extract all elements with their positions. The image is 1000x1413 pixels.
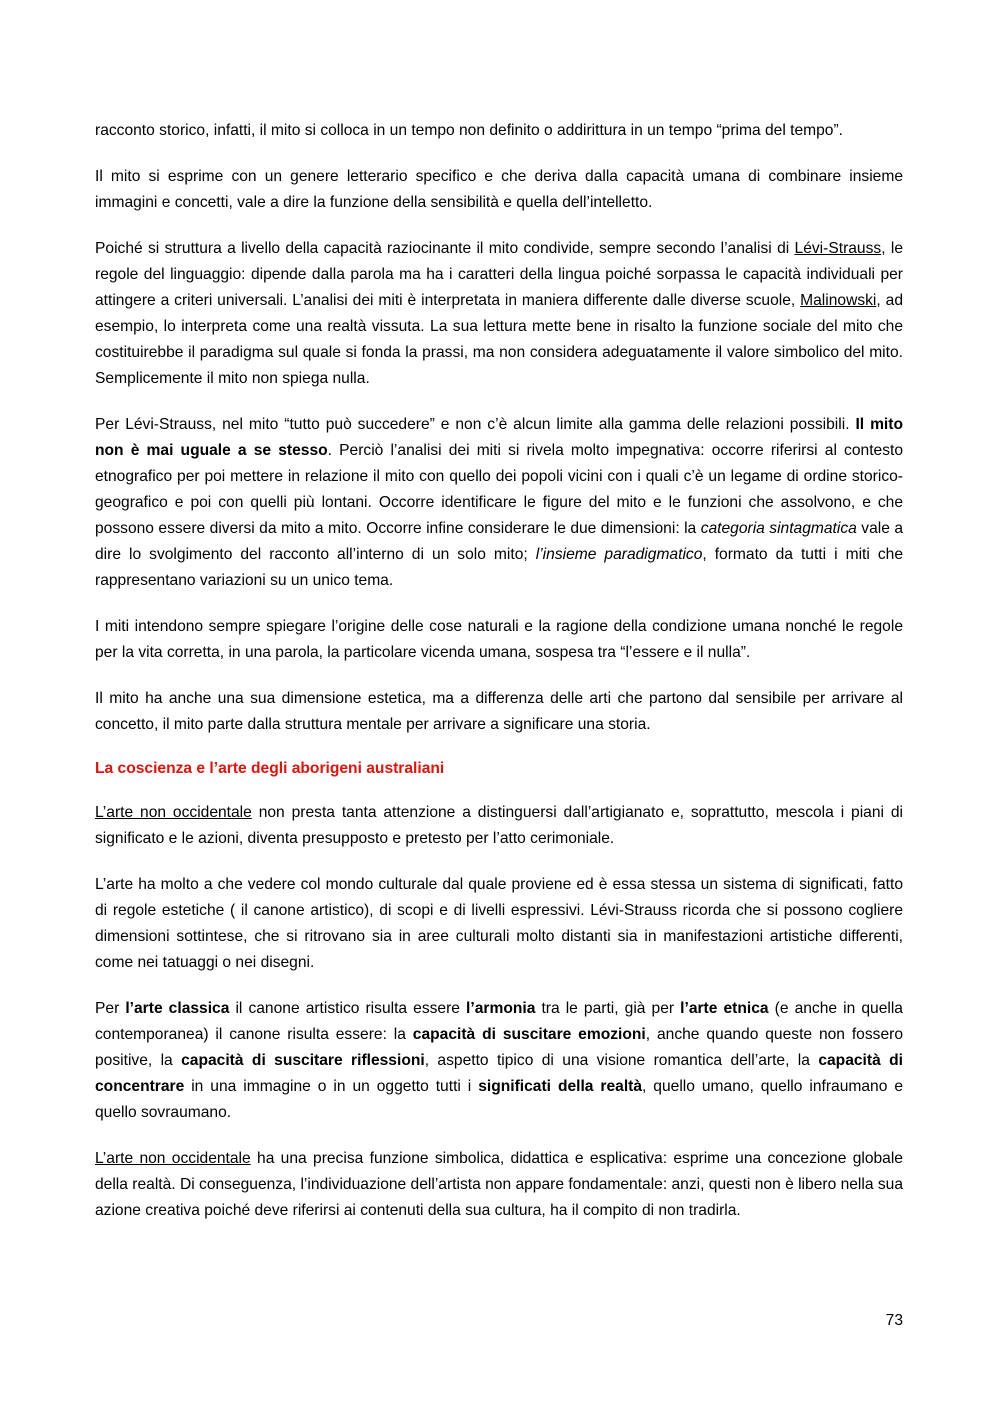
paragraph-2: Il mito si esprime con un genere letterario specifico e che deriva dalla capacità umana di combinare insieme immagini e concetti, vale a dire la funzione della sensibilità e quella dell’intelletto. [95,168,903,211]
arte-non-occidentale-link[interactable]: L’arte non occidentale [95,804,252,821]
text-run: il canone artistico risulta essere [229,1000,467,1017]
paragraph-10 [95,1146,903,1224]
section-heading: La coscienza e l’arte degli aborigeni australiani [95,760,445,777]
text-run: , aspetto tipico di una visione romantica dell’arte, la [424,1052,819,1069]
paragraph-6: Il mito ha anche una sua dimensione estetica, ma a differenza delle arti che partono dal sensibile per arrivare al concetto, il mito parte dalla struttura mentale per arrivare a significare una storia. [95,690,903,733]
paragraph-5: I miti intendono sempre spiegare l’origine delle cose naturali e la ragione della condizione umana nonché le regole per la vita corretta, in una parola, la particolare vicenda umana, sospesa tra “l’essere e il nulla”. [95,618,903,661]
bold-text: Il mito non è mai uguale a se stesso [95,416,903,459]
text-run: , ad esempio, lo interpreta come una realtà vissuta. La sua lettura mette bene in risalto la funzione sociale del mito che costituirebbe il paradigma sul quale si fonda la prassi, ma non considera adeguatamente il valore simbolico del mito. Semplicemente il mito non spiega nulla. [95,292,903,387]
paragraph-3 [95,236,903,392]
page-body [95,118,903,1244]
paragraph-7 [95,800,903,852]
levi-strauss-link[interactable]: Lévi-Strauss [794,240,882,257]
text-run: , anche quando queste non fossero positive, la [95,1026,903,1069]
bold-text: l’arte etnica [680,1000,769,1017]
text-run: non presta tanta attenzione a distinguersi dall’artigianato e, soprattutto, mescola i piani di significato e le azioni, diventa presupposto e pretesto per l’atto cerimoniale. [95,804,903,847]
text-run: in una immagine o in un oggetto tutti i [184,1078,479,1095]
bold-text: capacità di concentrare [95,1052,903,1095]
text-run: , formato da tutti i miti che rappresentano variazioni su un unico tema. [95,546,903,589]
paragraph-4 [95,412,903,594]
text-run: , quello umano, quello infraumano e quello sovraumano. [95,1078,903,1121]
text-run: Per [95,1000,126,1017]
page-number: 73 [885,1312,903,1329]
paragraph-9 [95,996,903,1126]
bold-text: capacità di suscitare riflessioni [181,1052,425,1069]
text-run: ha una precisa funzione simbolica, didattica e esplicativa: esprime una concezione globale della realtà. Di conseguenza, l’individuazione dell’artista non appare fondamentale: anzi, questi non è libero nella sua azione creativa poiché deve riferirsi ai contenuti della sua cultura, ha il compito di non tradirla. [95,1150,903,1219]
text-run: (e anche in quella contemporanea) il canone risulta essere: la [95,1000,903,1043]
text-run: Poiché si struttura a livello della capacità raziocinante il mito condivide, sempre secondo l’analisi di [95,240,795,257]
text-run: Per Lévi-Strauss, nel mito “tutto può succedere” e non c’è alcun limite alla gamma delle relazioni possibili. [95,416,856,433]
bold-text: l’armonia [466,1000,536,1017]
paragraph-8: L’arte ha molto a che vedere col mondo culturale dal quale proviene ed è essa stessa un sistema di significati, fatto di regole estetiche ( il canone artistico), di scopi e di livelli espressivi. Lévi-Strauss ricorda che si possono cogliere dimensioni sottintese, che si ritrovano sia in aree culturali molto distanti sia in manifestazioni artistiche differenti, come nei tatuaggi o nei disegni. [95,876,903,971]
text-run: vale a dire lo svolgimento del racconto all’interno di un solo mito; [95,520,903,563]
paragraph-1: racconto storico, infatti, il mito si colloca in un tempo non definito o addirittura in un tempo “prima del tempo”. [95,122,843,139]
text-run: , le regole del linguaggio: dipende dalla parola ma ha i caratteri della lingua poiché sorpassa le capacità individuali per attingere a criteri universali. L’analisi dei miti è interpretata in maniera differente dalle diverse scuole, [95,240,903,309]
arte-non-occidentale-link[interactable]: L’arte non occidentale [95,1150,251,1167]
malinowski-link[interactable]: Malinowski [800,292,877,309]
text-run: . Perciò l’analisi dei miti si rivela molto impegnativa: occorre riferirsi al contesto etnografico per poi mettere in relazione il mito con quello dei popoli vicini con i quali c’è un legame di ordine storico-geografico e poi con quelli più lontani. Occorre identificare le figure del mito e le funzioni che assolvono, e che possono essere diversi da mito a mito. Occorre infine considerare le due dimensioni: la [95,442,904,537]
italic-text: categoria sintagmatica [700,520,857,537]
bold-text: l’arte classica [125,1000,230,1017]
italic-text: l’insieme paradigmatico [535,546,703,563]
bold-text: significati della realtà [478,1078,643,1095]
bold-text: capacità di suscitare emozioni [412,1026,646,1043]
text-run: tra le parti, già per [535,1000,681,1017]
